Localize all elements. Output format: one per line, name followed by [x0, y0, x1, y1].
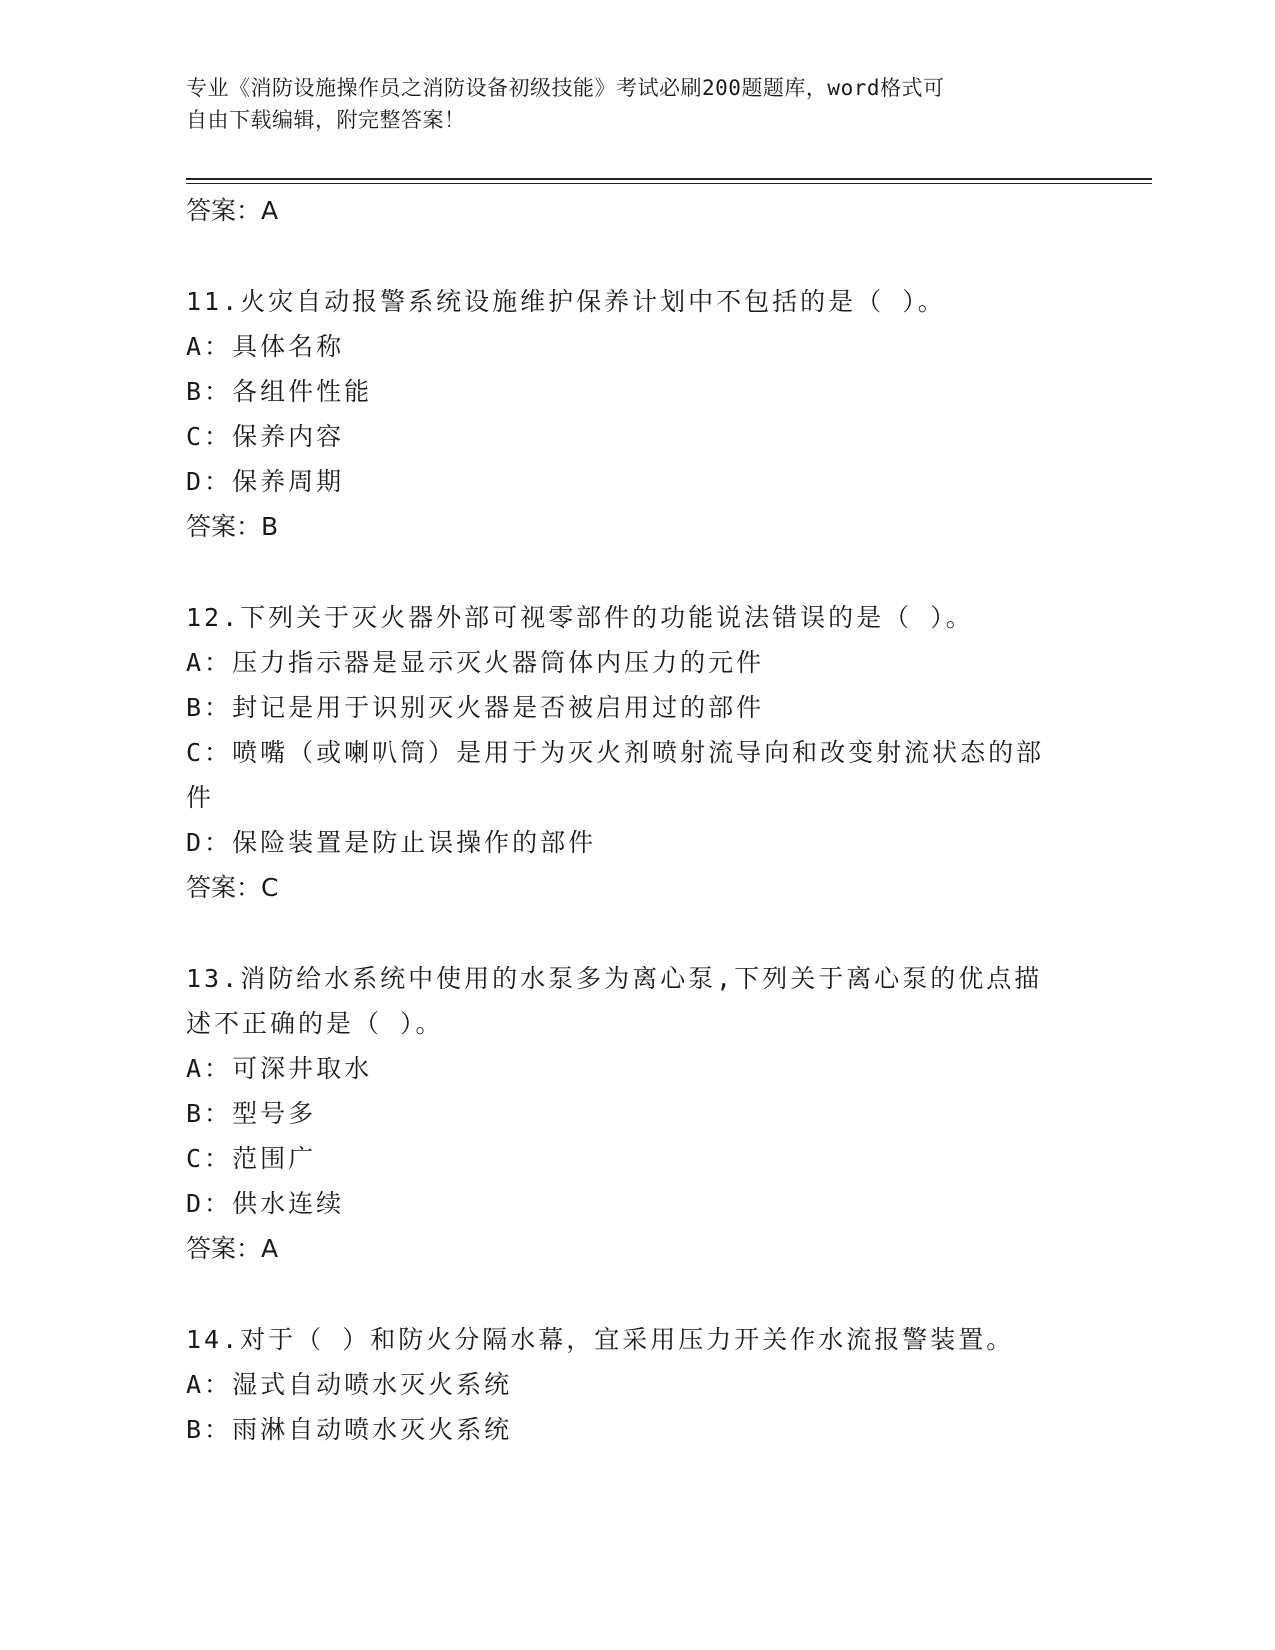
- option-text: 可深井取水: [232, 1054, 373, 1083]
- option-text: 范围广: [232, 1144, 317, 1173]
- option-letter: B：: [186, 1099, 233, 1128]
- option-c: [186, 1136, 1086, 1181]
- option-text: 供水连续: [232, 1189, 345, 1218]
- header-line-1: 专业《消防设施操作员之消防设备初级技能》考试必刷200题题库，word格式可: [186, 76, 945, 100]
- option-d: [186, 459, 1086, 504]
- option-letter: B：: [186, 377, 233, 406]
- option-letter: C：: [186, 1144, 233, 1173]
- option-text: 具体名称: [232, 332, 345, 361]
- header-line-2: 自由下载编辑，附完整答案！: [186, 108, 466, 132]
- option-letter: B：: [186, 693, 233, 722]
- question-stem: 11.火灾自动报警系统设施维护保养计划中不包括的是（ ）。: [186, 287, 946, 316]
- option-b: [186, 1091, 1086, 1136]
- option-letter: A：: [186, 332, 233, 361]
- option-c-continuation: 件: [186, 783, 215, 812]
- option-b: [186, 369, 1086, 414]
- option-b: [186, 685, 1086, 730]
- option-letter: C：: [186, 422, 233, 451]
- option-letter: C：: [186, 738, 233, 767]
- option-d: [186, 1181, 1086, 1226]
- option-c: [186, 730, 1086, 775]
- question-stem: 13.消防给水系统中使用的水泵多为离心泵,下列关于离心泵的优点描: [186, 964, 1043, 993]
- option-text: 保养周期: [232, 467, 345, 496]
- option-a: [186, 324, 1086, 369]
- option-text: 喷嘴（或喇叭筒）是用于为灭火剂喷射流导向和改变射流状态的部: [232, 738, 1045, 767]
- question-12: [186, 595, 1086, 911]
- question-stem-continuation: 述不正确的是（ ）。: [186, 1009, 444, 1038]
- option-d: [186, 820, 1086, 865]
- question-stem: 12.下列关于灭火器外部可视零部件的功能说法错误的是（ ）。: [186, 603, 974, 632]
- option-a: [186, 1046, 1086, 1091]
- spacer: [186, 550, 1086, 595]
- header-divider-thin: [186, 183, 1152, 184]
- question-11: [186, 279, 1086, 550]
- option-text: 封记是用于识别灭火器是否被启用过的部件: [232, 693, 765, 722]
- option-a: [186, 1362, 1086, 1407]
- option-text: 保险装置是防止误操作的部件: [232, 828, 597, 857]
- option-text: 型号多: [232, 1099, 317, 1128]
- answer-line: 答案：C: [186, 873, 279, 902]
- answer-line: 答案：A: [186, 196, 279, 225]
- option-text: 雨淋自动喷水灭火系统: [232, 1415, 513, 1444]
- spacer: [186, 911, 1086, 956]
- question-list: [186, 188, 1086, 1452]
- page-header: [186, 72, 1066, 136]
- question-stem: 14.对于（ ）和防火分隔水幕，宜采用压力开关作水流报警装置。: [186, 1325, 1015, 1354]
- spacer: [186, 1272, 1086, 1317]
- spacer: [186, 234, 1086, 279]
- answer-line: 答案：B: [186, 512, 279, 541]
- option-b: [186, 1407, 1086, 1452]
- option-letter: B：: [186, 1415, 233, 1444]
- option-a: [186, 640, 1086, 685]
- option-letter: A：: [186, 1370, 233, 1399]
- option-text: 各组件性能: [232, 377, 373, 406]
- option-letter: D：: [186, 467, 233, 496]
- option-letter: D：: [186, 828, 233, 857]
- header-divider-thick: [186, 178, 1152, 180]
- option-letter: A：: [186, 648, 233, 677]
- option-c: [186, 414, 1086, 459]
- question-13: [186, 956, 1086, 1272]
- option-text: 保养内容: [232, 422, 345, 451]
- option-letter: D：: [186, 1189, 233, 1218]
- option-text: 压力指示器是显示灭火器筒体内压力的元件: [232, 648, 765, 677]
- option-text: 湿式自动喷水灭火系统: [232, 1370, 513, 1399]
- option-letter: A：: [186, 1054, 233, 1083]
- question-14: [186, 1317, 1086, 1452]
- answer-line: 答案：A: [186, 1234, 279, 1263]
